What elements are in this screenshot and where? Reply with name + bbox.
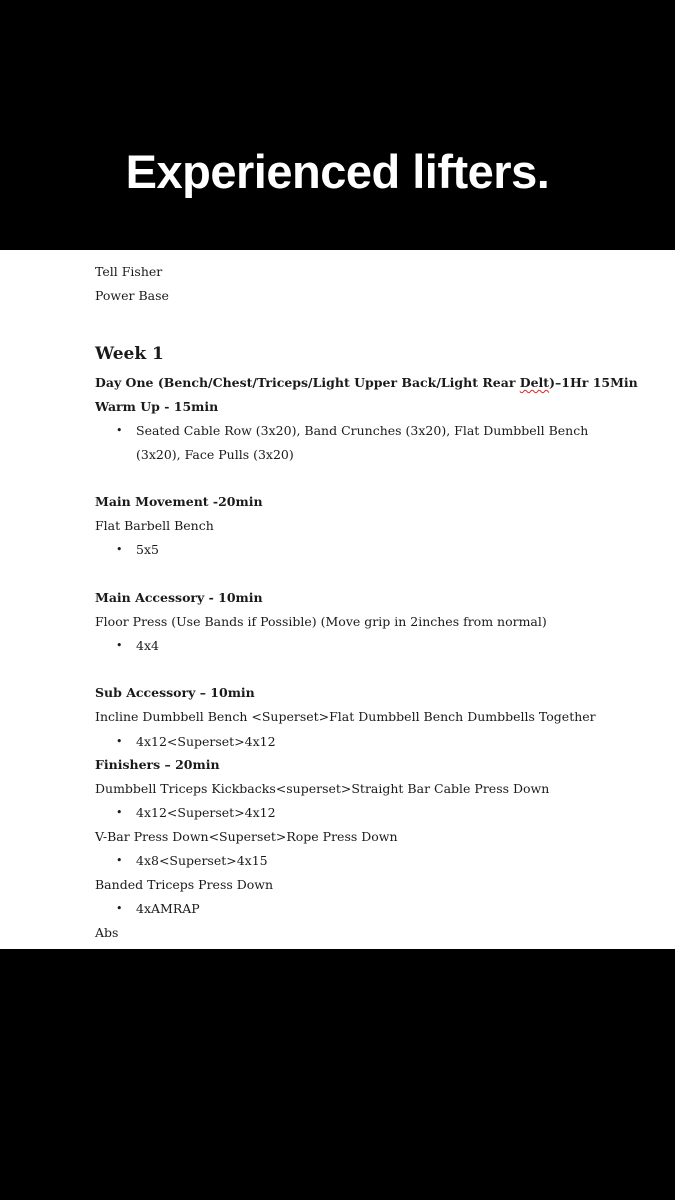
top-banner xyxy=(0,0,675,250)
sub-accessory-exercise: Incline Dumbbell Bench <Superset>Flat Dumbbell Bench Dumbbells Together xyxy=(95,709,596,724)
document-sheet xyxy=(0,250,675,949)
day-title xyxy=(95,375,638,391)
finishers-exercise-1: Dumbbell Triceps Kickbacks<superset>Straight Bar Cable Press Down xyxy=(95,781,550,796)
day-title-pre: Day One (Bench/Chest/Triceps/Light Upper Back/Light Rear xyxy=(95,375,520,390)
main-movement-exercise: Flat Barbell Bench xyxy=(95,518,214,533)
warmup-heading: Warm Up - 15min xyxy=(95,399,219,414)
sub-accessory-sets: 4x12<Superset>4x12 xyxy=(136,734,276,749)
finishers-exercise-3: Banded Triceps Press Down xyxy=(95,877,274,892)
main-accessory-heading: Main Accessory - 10min xyxy=(95,590,263,605)
week-title: Week 1 xyxy=(95,344,164,364)
bullet-icon: • xyxy=(116,806,123,819)
program-line: Power Base xyxy=(95,288,169,303)
main-movement-heading: Main Movement -20min xyxy=(95,494,263,509)
bullet-icon: • xyxy=(116,543,123,556)
abs-line: Abs xyxy=(95,925,119,940)
finishers-exercise-3-sets: 4xAMRAP xyxy=(136,901,200,916)
bullet-icon: • xyxy=(116,854,123,867)
day-title-spellcheck-word: Delt xyxy=(519,375,550,390)
finishers-exercise-2-sets: 4x8<Superset>4x15 xyxy=(136,853,268,868)
day-title-post: )–1Hr 15Min xyxy=(549,375,638,390)
author-line: Tell Fisher xyxy=(95,264,163,279)
main-accessory-sets: 4x4 xyxy=(136,638,159,653)
bullet-icon: • xyxy=(116,424,123,437)
warmup-bullet-line1: Seated Cable Row (3x20), Band Crunches (3x20), Flat Dumbbell Bench xyxy=(136,423,589,438)
sub-accessory-heading: Sub Accessory – 10min xyxy=(95,685,255,700)
bullet-icon: • xyxy=(116,735,123,748)
headline: Experienced lifters. xyxy=(125,145,550,198)
finishers-exercise-1-sets: 4x12<Superset>4x12 xyxy=(136,805,276,820)
bullet-icon: • xyxy=(116,902,123,915)
bottom-banner xyxy=(0,949,675,1200)
finishers-heading: Finishers – 20min xyxy=(95,757,220,772)
main-accessory-exercise: Floor Press (Use Bands if Possible) (Move grip in 2inches from normal) xyxy=(95,614,547,629)
main-movement-sets: 5x5 xyxy=(136,542,159,557)
bullet-icon: • xyxy=(116,639,123,652)
warmup-bullet-line2: (3x20), Face Pulls (3x20) xyxy=(136,447,294,462)
finishers-exercise-2: V-Bar Press Down<Superset>Rope Press Down xyxy=(95,829,398,844)
